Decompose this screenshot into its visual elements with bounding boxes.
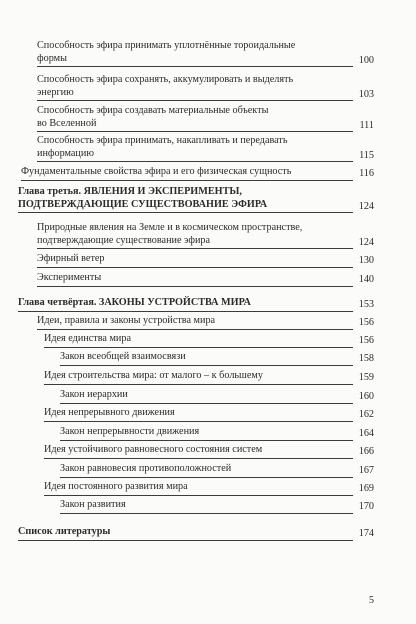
toc-entry-page: 130 [358, 255, 374, 266]
toc-entry-page: 167 [358, 465, 374, 476]
toc-entry [44, 333, 374, 348]
toc-entry [37, 253, 374, 268]
toc-entry [21, 166, 374, 181]
toc-entry [37, 40, 374, 67]
page-number: 5 [369, 595, 374, 606]
toc-entry-page: 170 [358, 501, 374, 512]
toc-entry-page: 160 [358, 391, 374, 402]
toc-entry-page: 124 [358, 200, 374, 212]
toc-entry-page: 115 [359, 149, 374, 161]
toc-entry-title: Закон равновесия противоположностей [60, 463, 353, 478]
toc-entry-page: 156 [358, 335, 374, 346]
toc-entry [37, 135, 374, 162]
toc-entry-title: Идея непрерывного движения [44, 407, 353, 422]
toc-bibliography [18, 526, 374, 541]
toc-entry [60, 426, 374, 441]
toc-entry [37, 105, 374, 132]
toc-entry-page: 140 [358, 274, 374, 285]
toc-entry-title: Способность эфира принимать уплотнённые тороидальные формы [37, 40, 353, 67]
toc-entry-title: Способность эфира создавать материальные объекты во Вселенной [37, 105, 353, 132]
toc-entry-title: Закон непрерывности движения [60, 426, 353, 441]
toc-entry-page: 116 [359, 168, 374, 179]
toc-entry-title: Фундаментальные свойства эфира и его физическая сущность [21, 166, 353, 181]
toc-entry-page: 153 [358, 299, 374, 310]
toc-entry-title: Закон всеобщей взаимосвязи [60, 351, 353, 366]
toc-entry-title: Идеи, правила и законы устройства мира [37, 315, 353, 330]
toc-entry-title: Способность эфира сохранять, аккумулировать и выделять энергию [37, 74, 353, 101]
toc-chapter [18, 186, 374, 213]
toc-entry-page: 158 [358, 353, 374, 364]
toc-entry [37, 222, 374, 249]
toc-entry-page: 103 [358, 88, 374, 100]
toc-entry [37, 315, 374, 330]
toc-entry-page: 111 [359, 119, 374, 131]
toc-entry [60, 351, 374, 366]
toc-entry-page: 100 [358, 54, 374, 66]
toc-entry [44, 444, 374, 459]
toc-entry-title: Закон иерархии [60, 389, 353, 404]
toc-chapter-title: Список литературы [18, 526, 353, 541]
toc-entry [44, 481, 374, 496]
toc-entry-title: Закон развития [60, 499, 353, 514]
toc-entry-page: 164 [358, 428, 374, 439]
toc-entry-title: Природные явления на Земле и в космическом пространстве, подтверждающие существование эфира [37, 222, 353, 249]
toc-entry-title: Эксперименты [37, 272, 353, 287]
toc-chapter [18, 297, 374, 312]
toc-entry [44, 407, 374, 422]
toc-entry [60, 463, 374, 478]
toc-entry-page: 169 [358, 483, 374, 494]
toc-entry-page: 159 [358, 372, 374, 383]
toc-entry-title: Способность эфира принимать, накапливать и передавать информацию [37, 135, 353, 162]
toc-entry-title: Идея строительства мира: от малого – к большему [44, 370, 353, 385]
toc-entry-title: Идея постоянного развития мира [44, 481, 353, 496]
toc-entry-title: Идея единства мира [44, 333, 353, 348]
toc-chapter-title: Глава третья. ЯВЛЕНИЯ И ЭКСПЕРИМЕНТЫ, ПОДТВЕРЖДАЮЩИЕ СУЩЕСТВОВАНИЕ ЭФИРА [18, 186, 353, 213]
toc-entry [37, 272, 374, 287]
toc-entry [44, 370, 374, 385]
toc-chapter-title: Глава четвёртая. ЗАКОНЫ УСТРОЙСТВА МИРА [18, 297, 353, 312]
toc-entry-page: 166 [358, 446, 374, 457]
toc-entry-page: 162 [358, 409, 374, 420]
toc-entry-page: 174 [358, 528, 374, 539]
toc-entry-page: 156 [358, 317, 374, 328]
toc-entry [60, 499, 374, 514]
toc-entry [60, 389, 374, 404]
toc-entry-page: 124 [358, 236, 374, 248]
toc-entry [37, 74, 374, 101]
toc-entry-title: Идея устойчивого равновесного состояния систем [44, 444, 353, 459]
toc-entry-title: Эфирный ветер [37, 253, 353, 268]
